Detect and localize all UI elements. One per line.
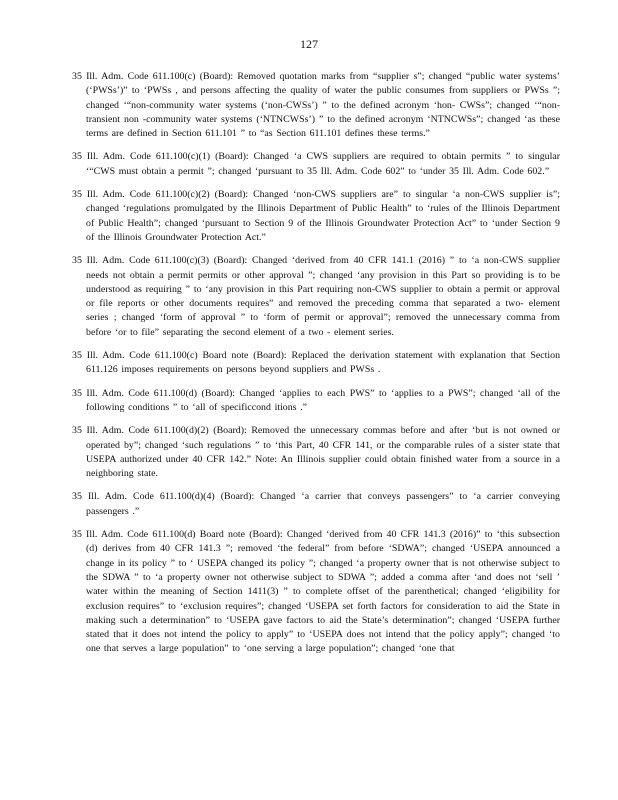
document-body [72, 70, 560, 666]
entry-611-100-d-2: 35 Ill. Adm. Code 611.100(d)(2) (Board): Removed the unnecessary commas before and after ‘but is not owned or operated by”; changed ‘such regulations ” to ‘this Part, 40 CFR 141, or the comparable rules of a sister state that USEPA authorized under 40 CFR 142.” Note: An Illinois supplier could obtain finished water from a source in a neighboring state. [72, 425, 560, 480]
entry-611-100-d-4: 35 Ill. Adm. Code 611.100(d)(4) (Board): Changed ‘a carrier that conveys passengers” to ‘a carrier conveying passengers .” [72, 491, 560, 517]
entry-611-100-c-1: 35 Ill. Adm. Code 611.100(c)(1) (Board): Changed ‘a CWS suppliers are required to obtain permits ” to singular ‘“CWS must obtain a permit ”; changed ‘pursuant to 35 Ill. Adm. Code 602” to ‘under 35 Ill. Adm. Code 602.” [72, 151, 560, 177]
entry-611-100-d: 35 Ill. Adm. Code 611.100(d) (Board): Changed ‘applies to each PWS” to ‘applies to a PWS”; changed ‘all of the following conditions ” to ‘all of specificcond itions .” [72, 387, 560, 413]
entry-611-100-c-board-note: 35 Ill. Adm. Code 611.100(c) Board note (Board): Replaced the derivation statement with explanation that Section 611.126 imposes requirements on persons beyond suppliers and PWSs . [72, 350, 560, 376]
entry-611-100-d-board-note: 35 Ill. Adm. Code 611.100(d) Board note (Board): Changed ‘derived from 40 CFR 141.3 (2016)” to ‘this subsection (d) derives from 40 CFR 141.3 ”; removed ‘the federal” from before ‘SDWA”; changed ‘USEPA announced a change in its policy ” to ‘ USEPA changed its policy ”; changed ‘a property owner that is not otherwise subject to the SDWA ” to ‘a property owner not otherwise subject to SDWA ”; added a comma after ‘and does not ‘sell ’ water within the meaning of Section 1411(3) ” to complete offset of the parenthetical; changed ‘eligibility for exclusion requires” to ‘exclusion requires”; changed ‘USEPA set forth factors for consideration to aid the State in making such a determination” to ‘USEPA gave factors to aid the State’s determination”; changed ‘USEPA further stated that it does not intend the policy to apply” to ‘USEPA does not intend that the policy apply”; changed ‘to one that serves a large population” to ‘one serving a large population”; changed ‘one that [72, 529, 560, 655]
entry-611-100-c: 35 Ill. Adm. Code 611.100(c) (Board): Removed quotation marks from “supplier s”; changed “public water systems’ (‘PWSs’)” to ‘PWSs , and persons affecting the quality of water the public consumes from suppliers or PWSs ”; changed ‘“non-community water systems (‘non-CWSs’) ” to the defined acronym ‘hon- CWSs”; changed ‘“non- transient non -community water systems (‘NTNCWSs’) ” to the defined acronym ‘NTNCWSs”; changed ‘as these terms are defined in Section 611.101 ” to “as Section 611.101 defines these terms.” [72, 71, 560, 140]
entry-611-100-c-2: 35 Ill. Adm. Code 611.100(c)(2) (Board): Changed ‘non-CWS suppliers are” to singular ‘a non-CWS supplier is”; changed ‘regulations promulgated by the Illinois Department of Public Health” to ‘rules of the Illinois Department of Public Health”; changed ‘pursuant to Section 9 of the Illinois Groundwater Protection Act” to ‘under Section 9 of the Illinois Groundwater Protection Act.” [72, 189, 560, 243]
page-number: 127 [300, 37, 318, 51]
entry-611-100-c-3: 35 Ill. Adm. Code 611.100(c)(3) (Board): Changed ‘derived from 40 CFR 141.1 (2016) ” to ‘a non-CWS supplier needs not obtain a permit permits or other approval ”; changed ‘any provision in this Part so providing is to be understood as requiring ” to ‘any provision in this Part requiring non-CWS supplier to obtain a permit or approval or file reports or other documents requires” and removed the preceding comma that separated a two- element series ; changed ‘form of approval ” to ‘form of permit or approval”; removed the unnecessary comma from before ‘or to file” separating the second element of a two - element series. [72, 255, 560, 338]
